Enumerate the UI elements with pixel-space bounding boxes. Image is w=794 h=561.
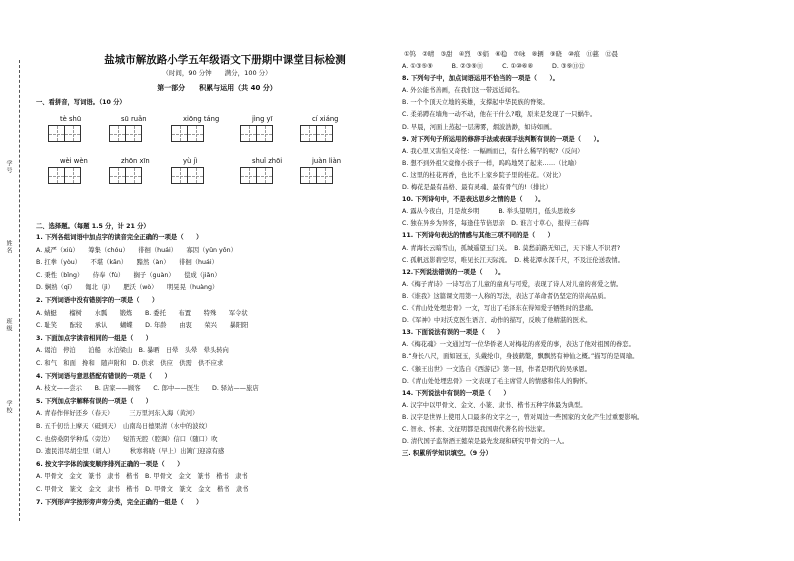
pinyin-label: tè shū xyxy=(60,115,82,123)
section2-heading: 二、选择题。（每题 1.5 分，计 21 分） xyxy=(36,223,150,230)
pinyin-label: yù jì xyxy=(183,157,198,165)
pinyin-label: shuǐ zhōi xyxy=(252,157,283,165)
question-stem: 13. 下面说法有误的一项是（ ） xyxy=(402,329,504,337)
answer-option: A. 威严（xiù） 筹集（chóu） 徘徊（huái） 寡因（yǔn yǒn） xyxy=(36,246,237,254)
student-id-label: 学号 xyxy=(5,160,12,174)
tianzige-box[interactable] xyxy=(125,125,142,142)
question-stem: 1. 下列各组词语中加点字的读音完全正确的一项是（ ） xyxy=(36,234,203,241)
tianzige-box[interactable] xyxy=(48,125,65,142)
answer-option: C. 智永、怀素、文征明都是我国唐代著名的书法家。 xyxy=(402,426,549,433)
tianzige-box[interactable] xyxy=(240,167,257,184)
answer-option: C. 和气 和面 搀和 随声附和 D. 供求 供应 供需 供不应求 xyxy=(36,360,224,367)
pinyin-label: juàn liàn xyxy=(312,157,342,165)
answer-option: C. 秉性（bǐng） 侍奉（fù） 搁子（guàn） 偿成（jiǎn） xyxy=(36,271,221,279)
question-stem: 8. 下列句子中，加点词语运用不恰当的一项是（ ）。 xyxy=(402,75,559,83)
answer-option: D. 娴熟（qī） 匍北（jì） 肥沃（wò） 明晃晃（huàng） xyxy=(36,284,219,292)
question-stem: 7. 下列形声字按形旁声旁分类，完全正确的一组是（ ） xyxy=(36,498,203,506)
answer-option: B.《谁我》这篇课文用第一人称的写法，表达了革命者仍坚定的崇高品质。 xyxy=(402,292,610,300)
answer-option: C. 甲骨文 篆文 金文 隶书 楷书 D. 甲骨文 篆文 金文 楷书 隶书 xyxy=(36,486,249,493)
answer-option: A. 露从今夜白，月是故乡明 B. 举头望明月，低头思故乡 xyxy=(402,208,576,216)
pinyin-label: xiōng táng xyxy=(183,115,220,123)
tianzige-box[interactable] xyxy=(171,125,188,142)
question-stem: 6. 按文字字体的演变顺序排列正确的一项是（ ） xyxy=(36,460,184,468)
answer-option: B. 五千仞岳上摩天（砥到天） 山南岛日德果清（水中的波纹） xyxy=(36,423,212,430)
part-heading: 第一部分 积累与运用（共 40 分） xyxy=(157,84,277,92)
writing-grid[interactable] xyxy=(109,167,141,184)
pinyin-label: wèi wèn xyxy=(60,157,88,165)
answer-option: D. 清代国子监祭酒王懿荣是最先发现和研究甲骨文的一人。 xyxy=(402,438,569,446)
tianzige-box[interactable] xyxy=(256,167,273,184)
answer-option: C.《青山处处埋忠骨》一文，写出了毛泽东在得知爱子牺牲时的悲痛。 xyxy=(402,305,598,312)
pinyin-label: cí xiáng xyxy=(312,115,339,123)
answer-option: A. 外公能书善画，在我们这一带远近闻名。 xyxy=(402,87,524,95)
writing-grid[interactable] xyxy=(48,125,80,142)
answer-option: C.《猴王出世》一文选自《西游记》第一回，作者是明代的吴承恩。 xyxy=(402,365,592,373)
answer-option: A.《梅花魂》一文通过写一位华侨老人对梅花的喜爱的事，表达了他对祖国的眷恋。 xyxy=(402,341,635,349)
tianzige-box[interactable] xyxy=(48,167,65,184)
answer-option: A.《梅子青诗》一诗写出了儿童的童真与可爱，表现了诗人对儿童的喜爱之情。 xyxy=(402,280,623,288)
tianzige-box[interactable] xyxy=(64,167,81,184)
answer-option: C. 孤帆远影碧空尽，唯见长江天际流。 D. 桃花潭水深千尺，不及汪伦送我情。 xyxy=(402,256,624,264)
tianzige-box[interactable] xyxy=(256,125,273,142)
exam-info: （时间，90 分钟 满分，100 分） xyxy=(162,69,272,77)
answer-option: A. 汉字中以甲骨文、金文、小篆、隶书、楷书五种字体最为典型。 xyxy=(402,401,587,409)
question-stem: 14. 下列说法中有误的一项是（ ） xyxy=(402,389,510,397)
answer-option: A. 谒泊 停泊 泊船 水泊梁山 B. 暴晒 日晕 头晕 晕头转向 xyxy=(36,347,229,355)
tianzige-box[interactable] xyxy=(316,167,333,184)
binding-dashed-line xyxy=(19,60,20,521)
writing-grid[interactable] xyxy=(171,167,203,184)
tianzige-box[interactable] xyxy=(300,125,317,142)
tianzige-box[interactable] xyxy=(109,125,126,142)
writing-grid[interactable] xyxy=(171,125,203,142)
question-stem: 3. 下面加点字读音相同的一组是（ ） xyxy=(36,334,153,342)
answer-option: D. 早晨，河面上蒸起一层薄雾，烟波浩渺，如诗如画。 xyxy=(402,123,556,131)
question-stem: 9. 对下列句子所运用的修辞手法或表现手法判断有误的一项是（ ）。 xyxy=(402,135,604,143)
answer-option: A. ①③⑤⑨ B. ②③⑨⑪ C. ①⑩⑥⑧ D. ③⑨⑪⑫ xyxy=(402,63,585,70)
writing-grid[interactable] xyxy=(109,125,141,142)
tianzige-box[interactable] xyxy=(316,125,333,142)
question-stem: 12.下列说法错误的一项是（ ）。 xyxy=(402,268,505,276)
tianzige-box[interactable] xyxy=(300,167,317,184)
answer-option: A. 我心里又害怕又奇怪：一幅画而已，有什么稀罕的呢?（反问） xyxy=(402,147,584,155)
school-label: 学校 xyxy=(5,400,12,414)
tianzige-box[interactable] xyxy=(109,167,126,184)
answer-option: C. 柔弟蹲在墙角一动不动，他在干什么?哦，原来是发现了一只蜗牛。 xyxy=(402,111,597,119)
question-stem: 11. 下列诗句表达的情感与其他三项不同的是（ ） xyxy=(402,232,554,240)
question-stem: 2. 下列词语中没有错别字的一项是（ ） xyxy=(36,297,159,304)
question-stem: 三. 积累所学知识填空。（9 分） xyxy=(402,450,492,458)
answer-option: A. 甲骨文 金文 篆书 隶书 楷书 B. 甲骨文 金文 篆书 楷书 隶书 xyxy=(36,473,248,481)
answer-option: D.《青山处处埋忠骨》一文表现了毛主席常人的情感和伟人的胸怀。 xyxy=(402,377,592,385)
tianzige-box[interactable] xyxy=(187,167,204,184)
writing-grid[interactable] xyxy=(240,167,272,184)
answer-option: A. 枝文——尝示 B. 店家——顾客 C. 郎中——医生 D. 驿站——旅店 xyxy=(36,385,259,393)
page-title: 盐城市解放路小学五年级语文下册期中课堂目标检测 xyxy=(104,54,346,66)
answer-option: B.“身长八尺，面如冠玉，头戴纶巾，身披鹤氅，飘飘然有神仙之概。”描写的是周瑜。 xyxy=(402,353,639,361)
answer-option: D. 遗民泪尽胡尘里（胡人） 秋寒将晓（早上）出篱门迎凉有感 xyxy=(36,448,225,456)
answer-option: D. 梅花是最有品格、最有灵魂、最有骨气的!（排比） xyxy=(402,184,552,191)
tianzige-box[interactable] xyxy=(64,125,81,142)
answer-option: A. 蜻蜓 榴树 水瓢 锻炼 B. 委托 布置 特殊 军令状 xyxy=(36,309,248,317)
tianzige-box[interactable] xyxy=(240,125,257,142)
question-stem: 10. 下列诗句中，不是表达思乡之情的是（ ）。 xyxy=(402,196,545,204)
answer-option: D.《军神》中对沃克医生语言、动作的描写，反映了他精湛的医术。 xyxy=(402,317,592,325)
question-stem: 5. 下列加点字解释有误的一项是（ ） xyxy=(36,397,153,405)
question-stem: 4. 下列词语与意思搭配有错误的一项是（ ） xyxy=(36,372,171,380)
pinyin-label: jìng yī xyxy=(252,115,273,123)
section1-heading: 一、看拼音，写词语。（10 分） xyxy=(36,99,126,106)
tianzige-box[interactable] xyxy=(187,125,204,142)
answer-option: B. 汉字是世界上使用人口最多的文字之一，曾对周边一些国家的文化产生过重要影响。 xyxy=(402,413,644,421)
pinyin-label: sū ruǎn xyxy=(121,115,147,123)
option-characters: ①钨 ②晴 ③甜 ④烈 ⑤娟 ⑥稳 ⑦咏 ⑧辆 ⑨晓 ⑩痕 ⑪慈 ⑫晨 xyxy=(404,51,618,58)
answer-option: C. 耻笑 酝较 承认 蝴蝶 D. 年龄 由衷 荣兴 暴阳阳 xyxy=(36,322,249,330)
tianzige-box[interactable] xyxy=(171,167,188,184)
answer-option: A. 青春作伴好还乡（春天） 三万里河东入海（黄河） xyxy=(36,410,199,418)
tianzige-box[interactable] xyxy=(125,167,142,184)
name-label: 姓名 xyxy=(5,240,12,254)
answer-option: B. 扛拳（yòu） 不堪（kān） 黯然（àn） 徘徊（huái） xyxy=(36,259,218,267)
writing-grid[interactable] xyxy=(300,167,332,184)
binding-margin xyxy=(0,0,26,561)
writing-grid[interactable] xyxy=(48,167,80,184)
answer-option: C. 也傍桑阴学种瓜（旁边） 短笛无腔（腔调）信口（随口）吹 xyxy=(36,435,218,443)
answer-option: C. 这里的桂花再香，也比不上家乡院子里的桂花。（对比） xyxy=(402,171,565,179)
writing-grid[interactable] xyxy=(300,125,332,142)
pinyin-label: zhōn xīn xyxy=(121,157,150,165)
answer-option: A. 青海长云暗雪山，孤城遥望玉门关。 B. 莫愁前路无知己，天下谁人不识君? xyxy=(402,244,621,252)
class-label: 班级 xyxy=(5,318,12,332)
answer-option: C. 独在异乡为异客，每逢佳节倍思亲 D. 谁言寸草心，报得三春晖 xyxy=(402,220,590,228)
writing-grid[interactable] xyxy=(240,125,272,142)
answer-option: B. 想不到外祖父竟像小孩子一样，呜呜地哭了起来……（比喻） xyxy=(402,159,581,167)
answer-option: B. 一个个顶天立地的英雄，支撑起中华民族的脊梁。 xyxy=(402,99,549,107)
